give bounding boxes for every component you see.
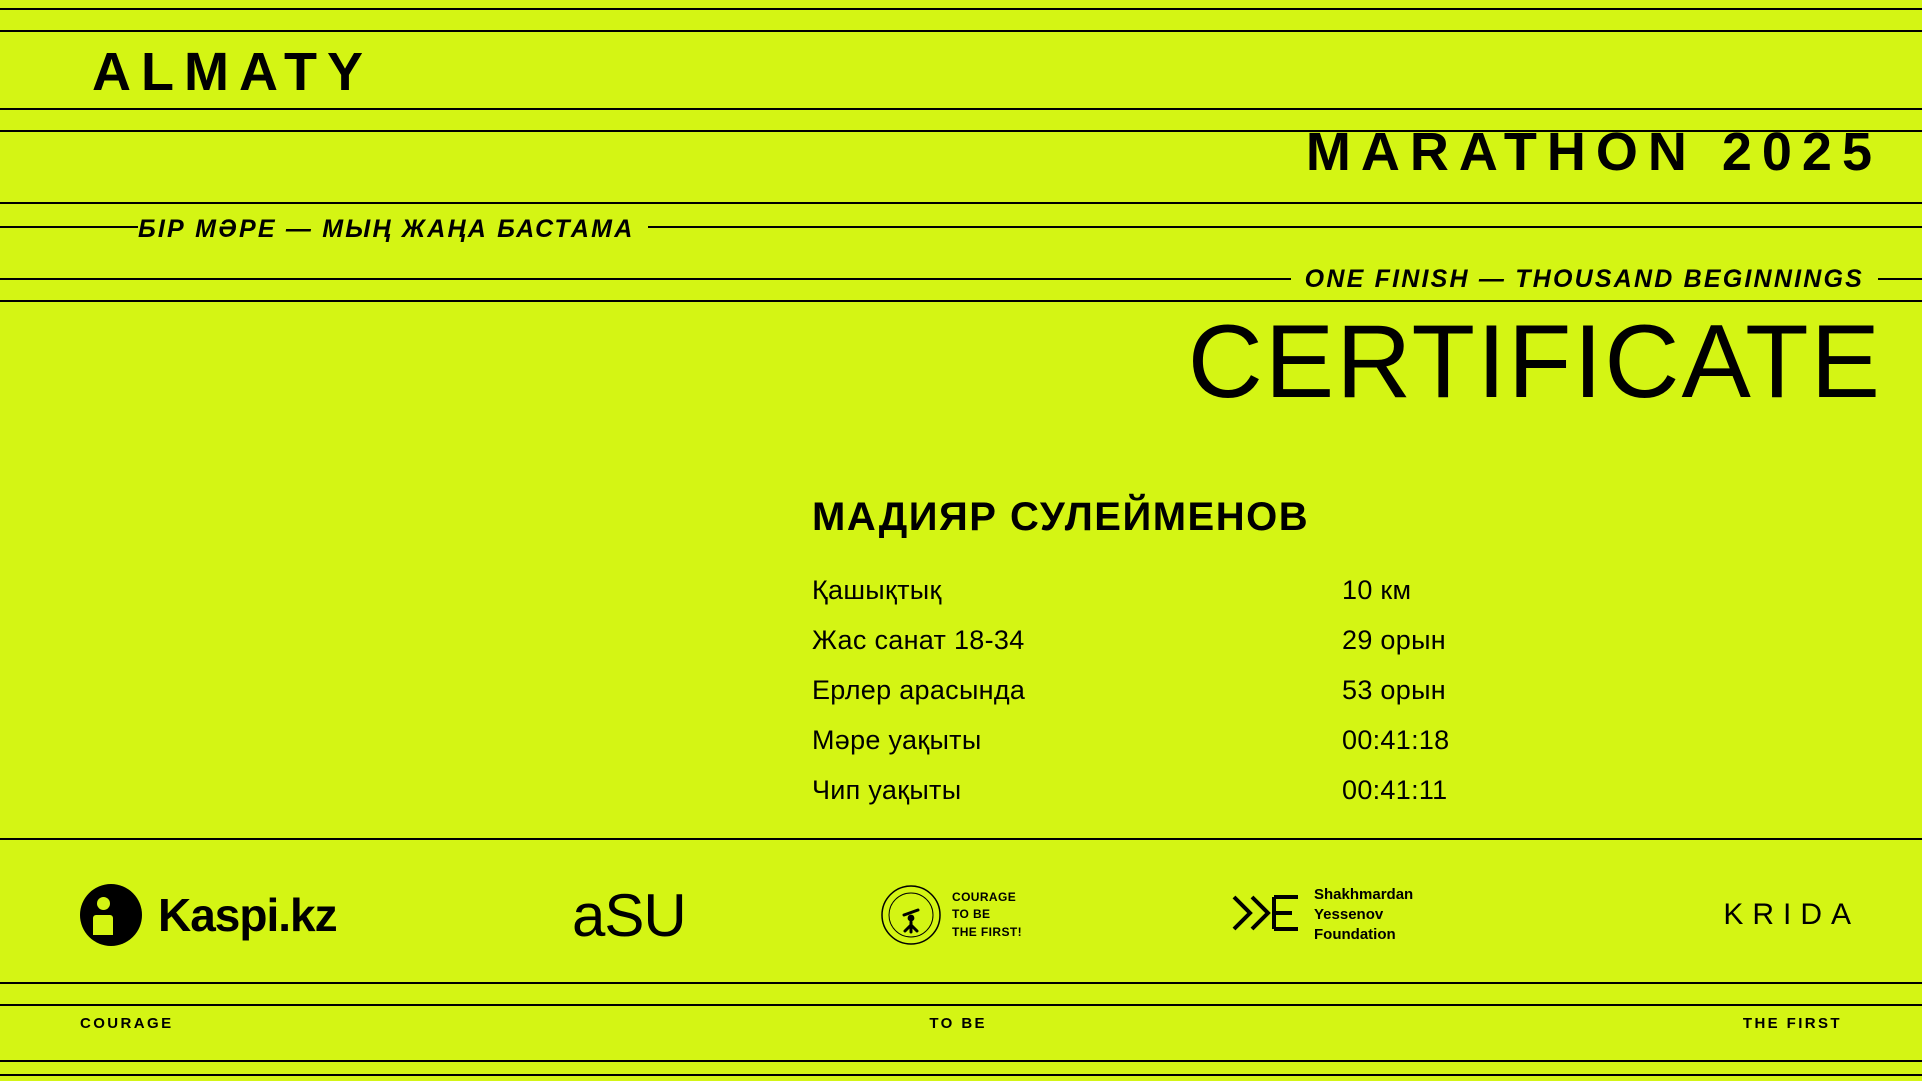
courage-fund-line3: THE FIRST! [952, 924, 1022, 939]
divider-line [0, 1004, 1922, 1006]
courage-fund-logo-icon [880, 884, 942, 946]
sponsor-yessenov-foundation [1230, 885, 1413, 946]
result-label: Мәре уақыты [812, 725, 982, 755]
sponsors-bar [0, 845, 1922, 985]
footer-right: THE FIRST [1742, 1015, 1842, 1032]
sponsor-krida-label: KRIDA [1723, 898, 1860, 931]
city-title: ALMATY [92, 42, 373, 102]
result-value: 00:41:18 [1342, 725, 1450, 755]
result-value: 10 км [1342, 575, 1412, 605]
divider-line [0, 8, 1922, 10]
table-row [812, 575, 1552, 606]
divider-line [0, 1074, 1922, 1076]
yessenov-line1: Shakhmardan [1314, 885, 1414, 903]
divider-line [0, 1060, 1922, 1062]
courage-fund-line2: TO BE [952, 907, 991, 922]
result-label: Чип уақыты [812, 775, 962, 805]
divider-line [0, 838, 1922, 840]
table-row [812, 625, 1552, 656]
slogan-kazakh: БІР МӘРЕ — МЫҢ ЖАҢА БАСТАМА [138, 215, 648, 244]
sponsor-kaspi-label: Kaspi.kz [158, 889, 337, 941]
sponsor-asu-label: aSU [572, 881, 686, 949]
yessenov-logo-icon [1230, 891, 1302, 940]
footer-center: TO BE [929, 1015, 987, 1032]
result-value: 29 орын [1342, 625, 1446, 655]
yessenov-line2: Yessenov [1314, 905, 1384, 923]
divider-line [0, 108, 1922, 110]
yessenov-line3: Foundation [1314, 926, 1396, 944]
courage-fund-line1: COURAGE [952, 889, 1017, 904]
divider-line [0, 202, 1922, 204]
page-title: CERTIFICATE [1187, 304, 1882, 420]
footer-left: COURAGE [80, 1015, 174, 1032]
divider-line [0, 300, 1922, 302]
result-label: Ерлер арасында [812, 675, 1026, 705]
sponsor-kaspi [80, 884, 337, 946]
table-row [812, 775, 1552, 806]
slogan-english: ONE FINISH — THOUSAND BEGINNINGS [1291, 265, 1878, 294]
result-value: 00:41:11 [1342, 775, 1448, 805]
courage-fund-text [952, 889, 1022, 941]
event-title: MARATHON 2025 [1305, 122, 1882, 182]
results-table [812, 575, 1552, 825]
table-row [812, 725, 1552, 756]
result-label: Жас санат 18-34 [812, 625, 1025, 655]
sponsor-courage-fund [880, 884, 1022, 946]
table-row [812, 675, 1552, 706]
yessenov-text [1314, 885, 1413, 946]
result-value: 53 орын [1342, 675, 1446, 705]
athlete-name: МАДИЯР СУЛЕЙМЕНОВ [812, 495, 1310, 539]
result-label: Қашықтық [812, 575, 942, 605]
footer-bar [0, 1015, 1922, 1032]
kaspi-logo-icon [80, 884, 142, 946]
divider-line [0, 30, 1922, 32]
